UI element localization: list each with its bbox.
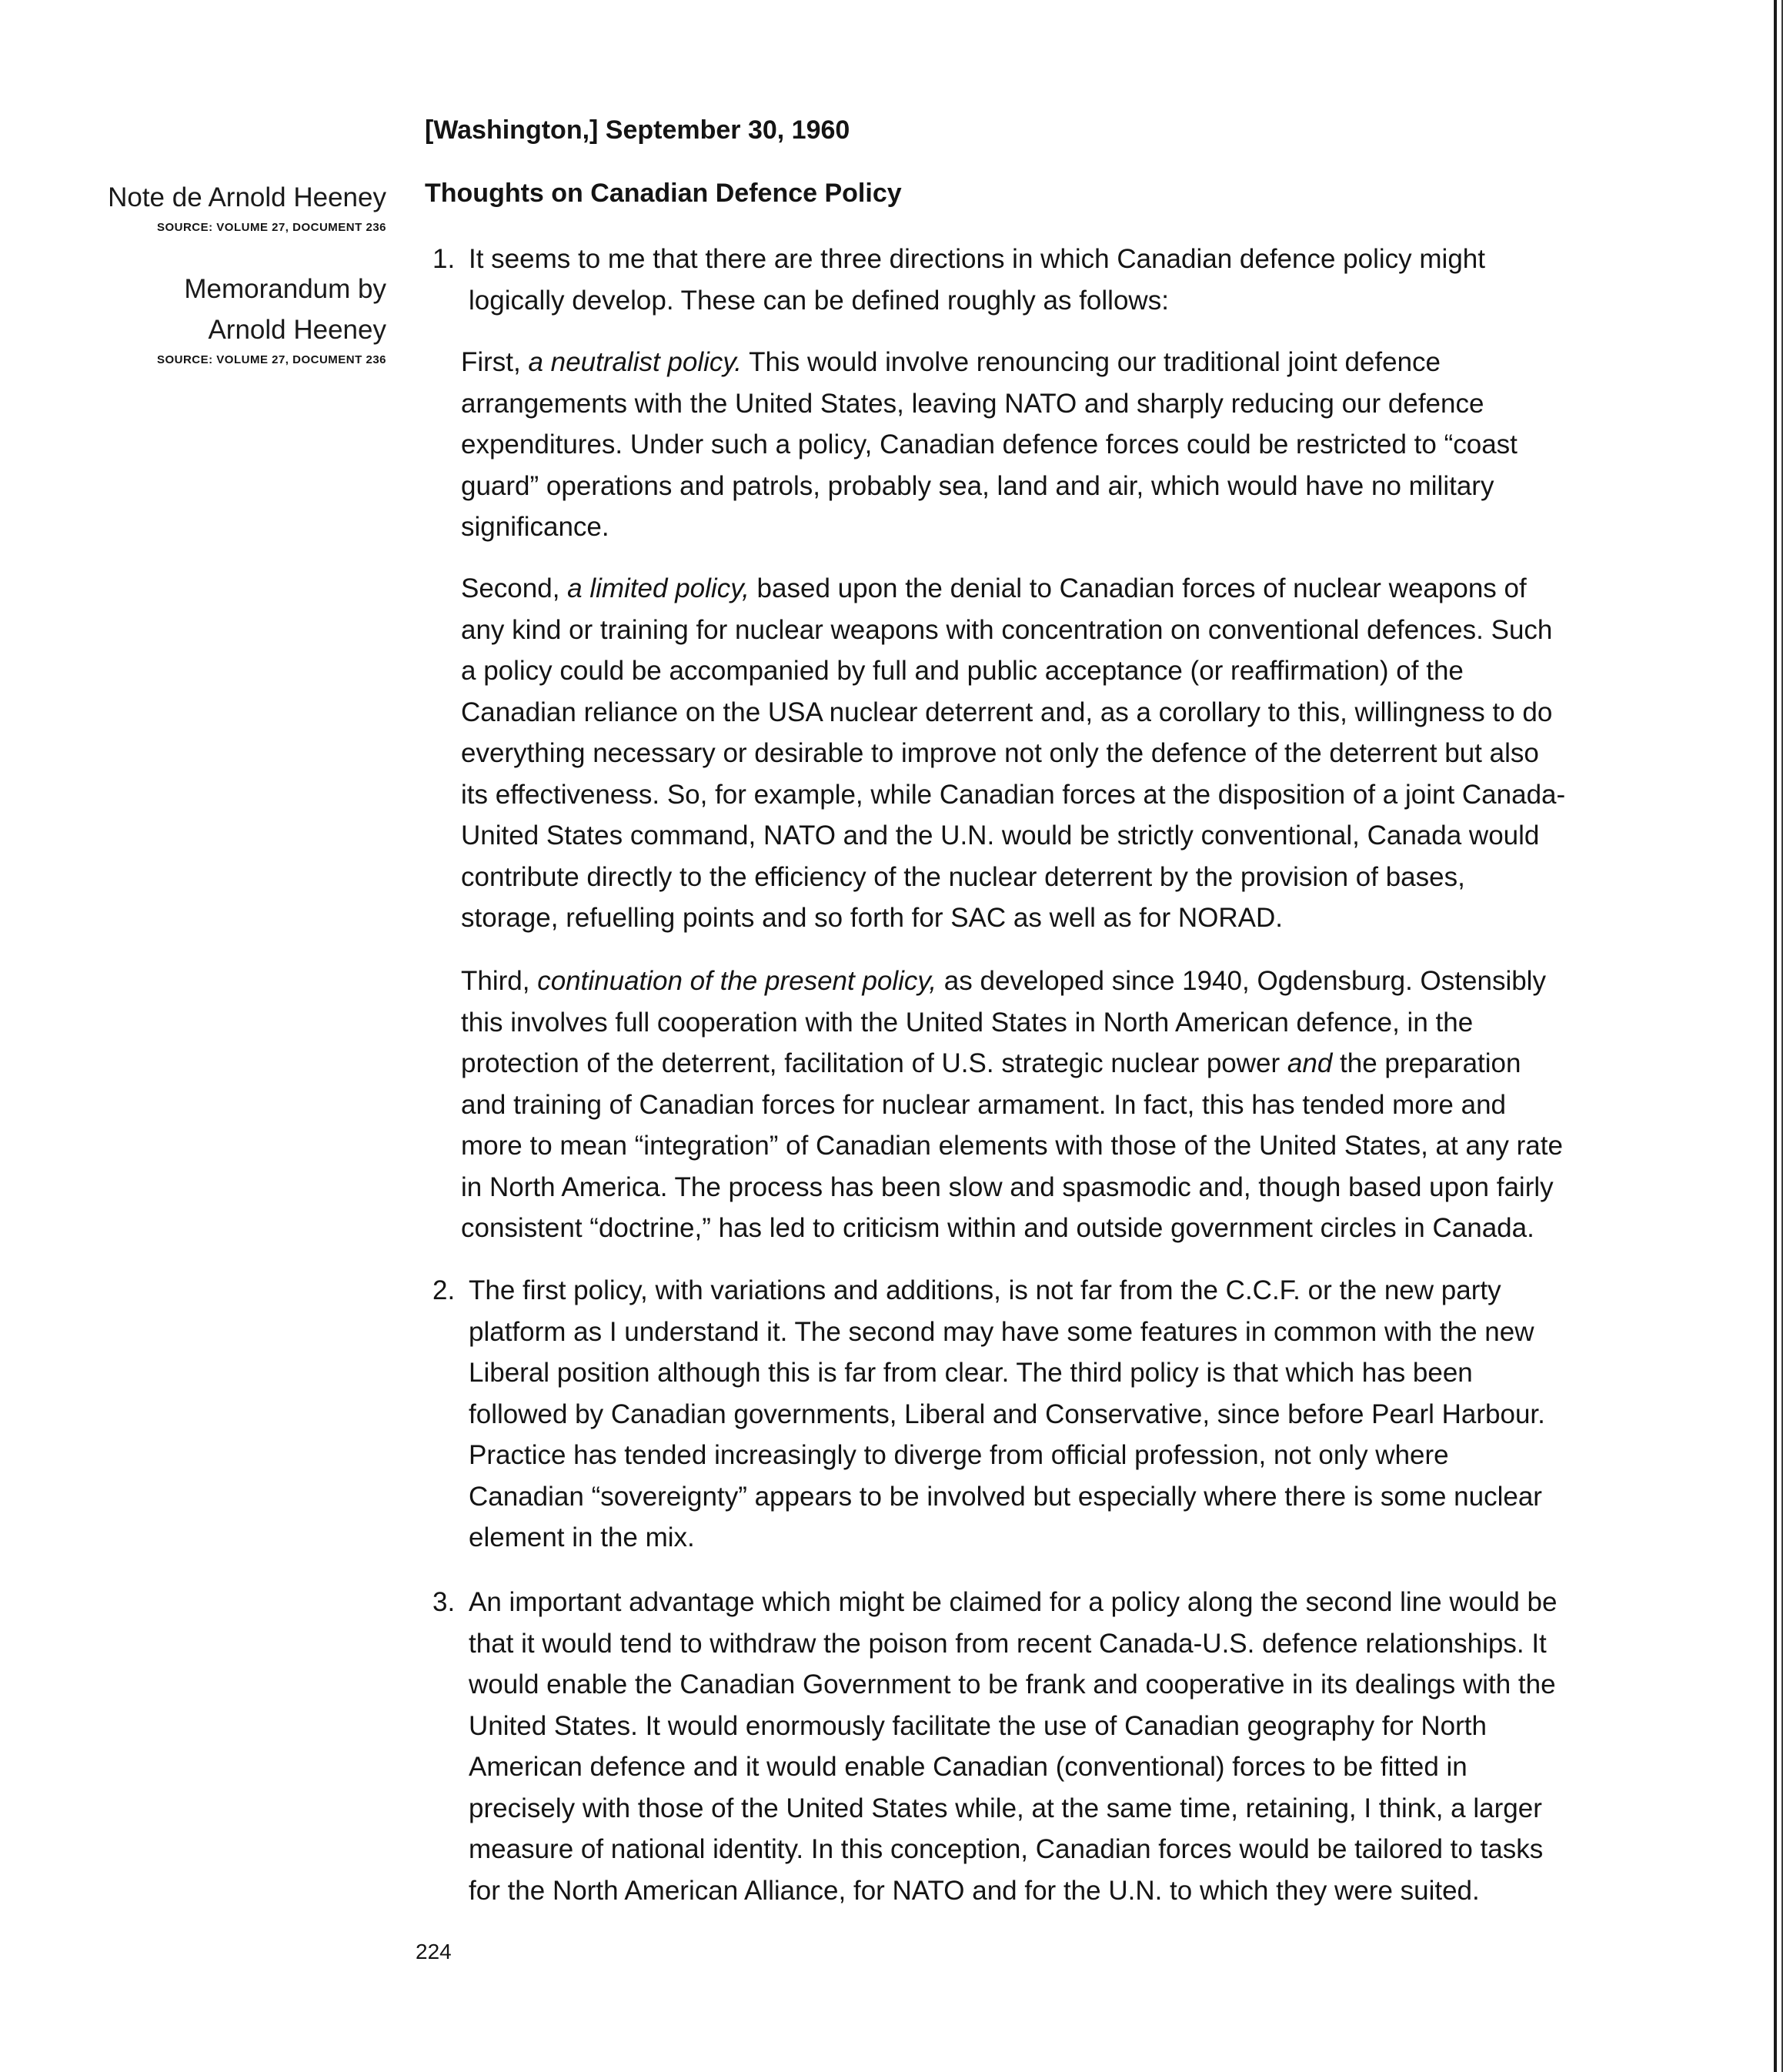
paragraph-3: An important advantage which might be claimed for a policy along the second line would be that it would tend to withdraw the poison from recent Canada-U.S. defence relationships. It would enable the Canadian Government to be frank and cooperative in its dealings with the United States. It would enormously facilitate the use of Canadian geography for North American defence and it would enable Canadian (conventional) forces to be fitted in precisely with those of the United States while, at the same time, retaining, I think, a larger measure of national identity. In this conception, Canadian forces would be tailored to tasks for the North American Alliance, for NATO and for the U.N. to which they were suited.	[469, 1587, 1558, 1906]
dateline: [Washington,] September 30, 1960	[425, 115, 850, 145]
page-edge-shadow	[1774, 0, 1777, 2072]
page-number: 224	[416, 1940, 452, 1963]
paragraph-second-policy: Second, a limited policy, based upon the denial to Canadian forces of nuclear weapons of any kind or training for nuclear weapons with concentration on conventional defences. Such a policy could be accompanied by full and public acceptance (or reaffirmation) of the Canadian reliance on the USA nuclear deterrent and, as a corollary to this, willingness to do everything necessary or desirable to improve not only the defence of the deterrent but also its effectiveness. So, for example, while Canadian forces at the disposition of a joint Canada-United States command, NATO and the U.N. would be strictly conventional, Canada would contribute directly to the efficiency of the nuclear deterrent by the provision of bases, storage, refuelling points and so forth for SAC as well as for NORAD.	[461, 573, 1566, 933]
margin-note-english-line1: Memorandum by	[184, 274, 386, 304]
paragraph-number-2: 2.	[432, 1275, 456, 1305]
paragraph-1: It seems to me that there are three directions in which Canadian defence policy might logically develop. These can be defined roughly as follows:	[469, 244, 1485, 316]
paragraph-2: The first policy, with variations and additions, is not far from the C.C.F. or the new party platform as I understand it. The second may have some features in common with the new Liberal position although this is far from clear. The third policy is that which has been followed by Canadian governments, Liberal and Conservative, since before Pearl Harbour. Practice has tended increasingly to diverge from official profession, not only where Canadian “sovereignty” appears to be involved but especially where there is some nuclear element in the mix.	[469, 1275, 1545, 1552]
margin-note-english-line2: Arnold Heeney	[208, 315, 386, 345]
paragraph-number-3: 3.	[432, 1587, 456, 1617]
margin-note-french: Note de Arnold Heeney	[108, 182, 386, 212]
margin-notes	[46, 177, 386, 401]
paragraph-number-1: 1.	[432, 244, 456, 274]
margin-source-english: SOURCE: VOLUME 27, DOCUMENT 236	[156, 353, 386, 366]
document-title: Thoughts on Canadian Defence Policy	[425, 179, 902, 208]
margin-source-french: SOURCE: VOLUME 27, DOCUMENT 236	[156, 221, 386, 234]
paragraph-third-policy: Third, continuation of the present policy, as developed since 1940, Ogdensburg. Ostensibly this involves full cooperation with the United States in North American defence, in the protection of the deterrent, facilitation of U.S. strategic nuclear power and the preparation and training of Canadian forces for nuclear armament. In fact, this has tended more and more to mean “integration” of Canadian elements with those of the United States, at any rate in North America. The process has been slow and spasmodic and, though based upon fairly consistent “doctrine,” has led to criticism within and outside government circles in Canada.	[461, 966, 1563, 1243]
paragraph-first-policy: First, a neutralist policy. This would involve renouncing our traditional joint defence arrangements with the United States, leaving NATO and sharply reducing our defence expenditures. Under such a policy, Canadian defence forces could be restricted to “coast guard” operations and patrols, probably sea, land and air, which would have no military significance.	[461, 347, 1518, 542]
